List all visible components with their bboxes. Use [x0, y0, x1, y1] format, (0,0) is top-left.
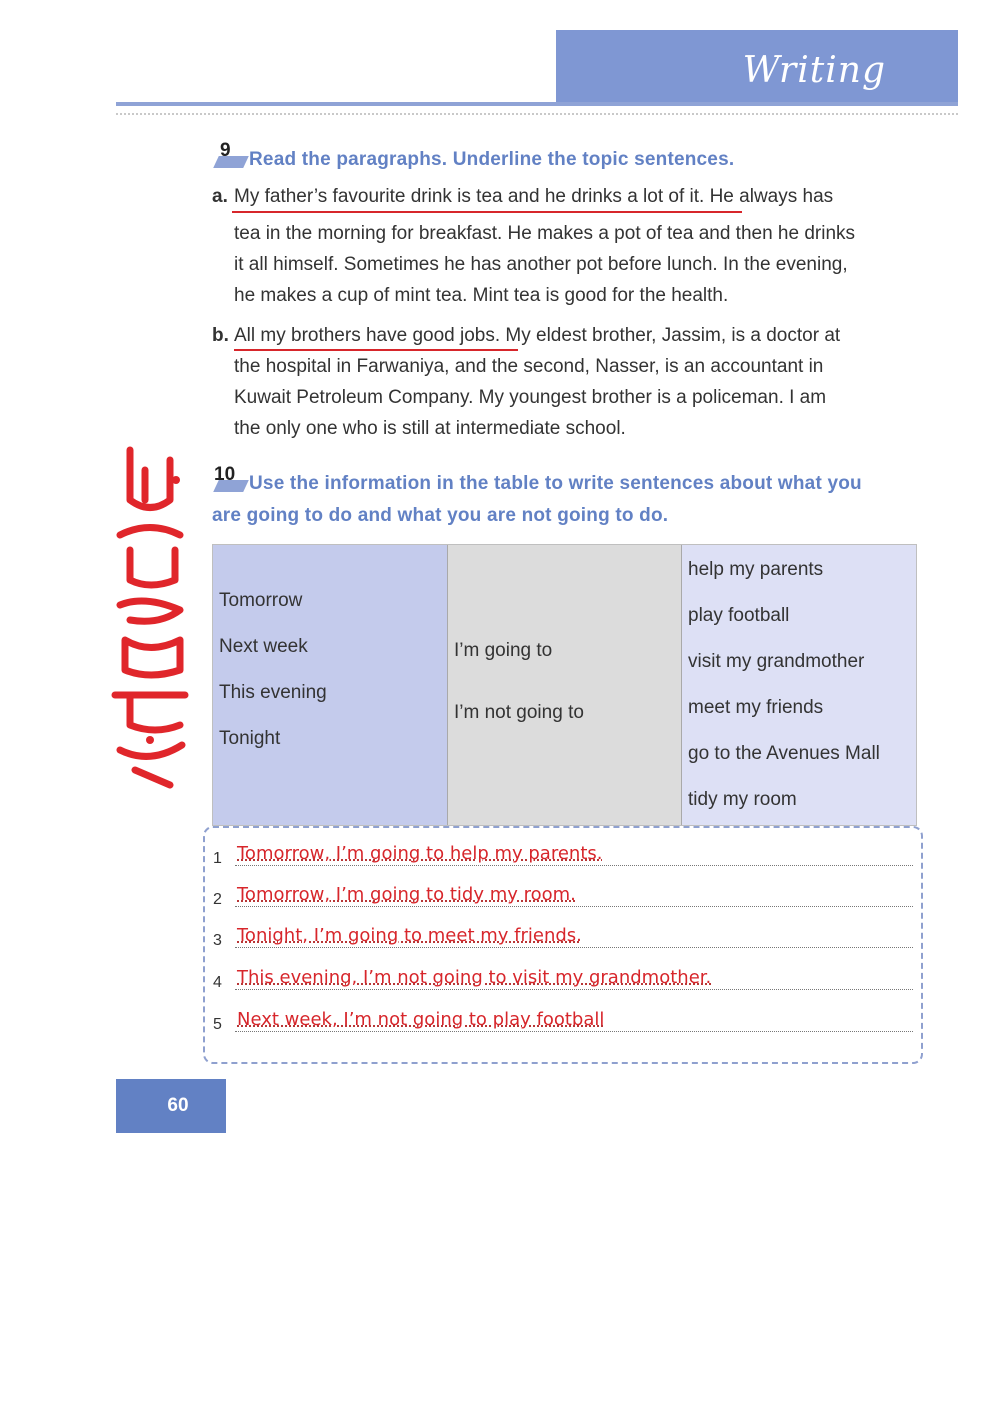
paragraph-b-line-1: All my brothers have good jobs. My eldest brother, Jassim, is a doctor at — [234, 325, 841, 346]
answer-row — [213, 883, 913, 909]
answer-text[interactable]: Next week, I’m not going to play football — [237, 1009, 605, 1030]
dotted-divider — [116, 113, 958, 115]
exercise-9-number: 9 — [220, 140, 231, 161]
answer-text[interactable]: This evening, I’m not going to visit my grandmother. — [237, 967, 712, 988]
answer-line — [235, 906, 913, 907]
paragraph-a-label: a. — [212, 186, 228, 207]
table-column-time — [213, 545, 448, 825]
table-cell-activity: go to the Avenues Mall — [688, 743, 880, 764]
section-title: Writing — [742, 50, 886, 91]
answer-number: 4 — [213, 974, 222, 991]
paragraph-a-line-4: he makes a cup of mint tea. Mint tea is good for the health. — [234, 285, 729, 306]
paragraph-a — [212, 181, 932, 311]
topic-sentence-underline-a — [232, 211, 742, 213]
table-cell-activity: meet my friends — [688, 697, 824, 718]
table-cell-activity: tidy my room — [688, 789, 797, 810]
information-table — [212, 544, 917, 826]
table-cell-activity: visit my grandmother — [688, 651, 865, 672]
paragraph-b-line-3: Kuwait Petroleum Company. My youngest brother is a policeman. I am — [234, 387, 827, 408]
topic-sentence-underline-b — [234, 349, 518, 351]
paragraph-a-line-1: My father’s favourite drink is tea and he drinks a lot of it. He always has — [234, 186, 834, 207]
handwritten-signature — [90, 440, 210, 800]
table-cell-time: Tonight — [219, 728, 281, 749]
answer-number: 5 — [213, 1016, 222, 1033]
page-number-box — [116, 1079, 226, 1133]
answer-row — [213, 842, 913, 868]
paragraph-a-line-2: tea in the morning for breakfast. He makes a pot of tea and then he drinks — [234, 223, 856, 244]
paragraph-b-label: b. — [212, 325, 229, 346]
table-column-activity — [682, 545, 916, 825]
table-cell-activity: play football — [688, 605, 790, 626]
answer-row — [213, 924, 913, 950]
paragraph-b-line-2: the hospital in Farwaniya, and the second, Nasser, is an accountant in — [234, 356, 824, 377]
exercise-10-number: 10 — [214, 464, 236, 485]
answer-number: 2 — [213, 891, 222, 908]
exercise-9-flag-icon — [213, 156, 249, 168]
table-cell-verb: I’m going to — [454, 640, 553, 661]
table-cell-time: Tomorrow — [219, 590, 303, 611]
table-cell-verb: I’m not going to — [454, 702, 584, 723]
answer-text[interactable]: Tomorrow, I’m going to tidy my room. — [237, 884, 576, 905]
table-cell-time: Next week — [219, 636, 308, 657]
paragraph-b-line-4: the only one who is still at intermediate school. — [234, 418, 626, 439]
exercise-10-instruction-line-1: Use the information in the table to write sentences about what you — [249, 473, 862, 494]
paragraph-b — [212, 320, 932, 450]
answer-line — [235, 989, 913, 990]
answer-number: 3 — [213, 932, 222, 949]
exercise-10-instruction-line-2: are going to do and what you are not going to do. — [212, 505, 669, 526]
answer-line — [235, 865, 913, 866]
table-column-verb — [448, 545, 682, 825]
answer-number: 1 — [213, 850, 222, 867]
answer-line — [235, 947, 913, 948]
table-cell-activity: help my parents — [688, 559, 824, 580]
exercise-9-instruction: Read the paragraphs. Underline the topic sentences. — [249, 149, 735, 170]
answer-line — [235, 1031, 913, 1032]
header-rule — [116, 102, 958, 106]
answer-text[interactable]: Tonight, I’m going to meet my friends. — [237, 925, 582, 946]
paragraph-a-line-3: it all himself. Sometimes he has another pot before lunch. In the evening, — [234, 254, 848, 275]
table-cell-time: This evening — [219, 682, 327, 703]
answer-row — [213, 966, 913, 992]
answer-box — [203, 826, 923, 1064]
answer-row — [213, 1008, 913, 1034]
page-number: 60 — [167, 1095, 189, 1116]
answer-text[interactable]: Tomorrow, I’m going to help my parents. — [237, 843, 603, 864]
